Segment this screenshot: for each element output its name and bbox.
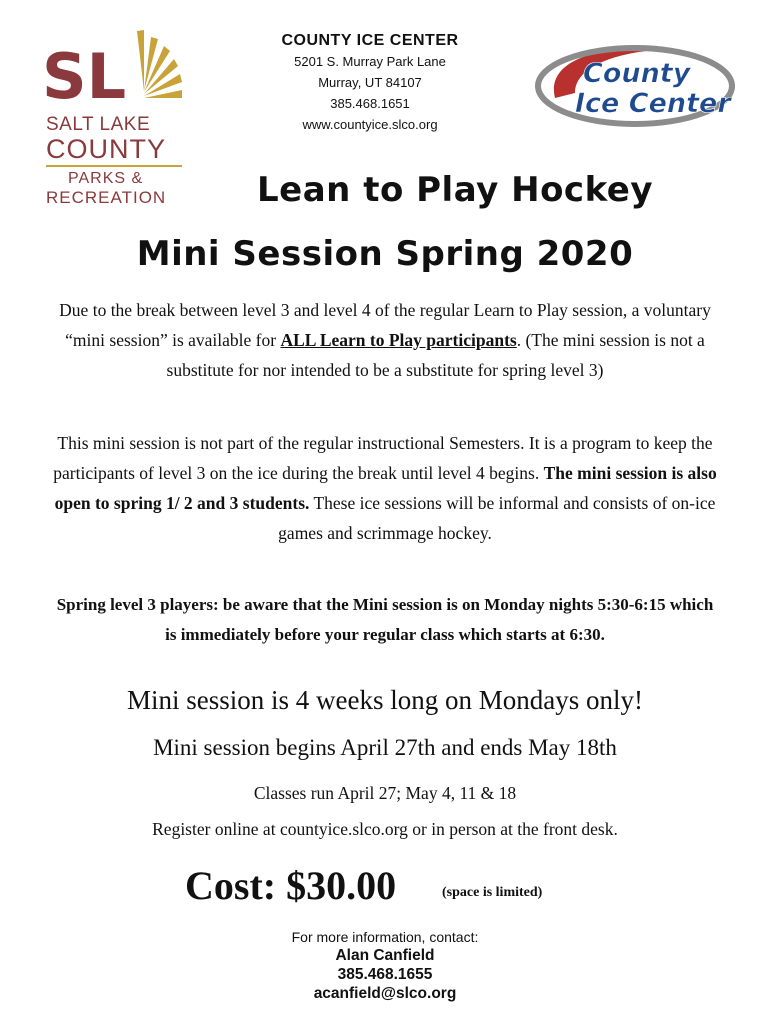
contact-phone: 385.468.1655: [337, 966, 433, 983]
registration-info: Register online at countyice.slco.org or in person at the front desk.: [152, 819, 618, 839]
all-participants-emphasis: ALL Learn to Play participants: [280, 330, 517, 350]
county-ice-center-logo: [535, 38, 740, 128]
page-title: Lean to Play Hockey: [256, 170, 654, 210]
contact-block: [0, 928, 770, 1003]
slc-parks-logo: [42, 26, 187, 207]
address-block: [220, 30, 520, 135]
svg-text:County: County: [583, 58, 691, 89]
contact-name: Alan Canfield: [335, 947, 435, 964]
city-address: Murray, UT 84107: [318, 75, 422, 90]
org-name: COUNTY ICE CENTER: [281, 32, 459, 49]
program-paragraph: This mini session is not part of the regular instructional Semesters. It is a program to keep the participants of level 3 on the ice during the break until level 4 begins. The mini session is also open to spring 1/ 2 and 3 students. These ice sessions will be informal and consists of on-ice games and scrimmage hockey.: [53, 433, 717, 543]
open-to-students-emphasis: The mini session is also open to spring 1/ 2 and 3 students.: [54, 463, 717, 513]
slc-logo-line3: PARKS &: [68, 170, 144, 187]
intro-paragraph: Due to the break between level 3 and level 4 of the regular Learn to Play session, a voluntary “mini session” is available for ALL Learn to Play participants. (The mini session is not a substitute for nor intended to be a substitute for spring level 3): [59, 300, 711, 380]
contact-lead: For more information, contact:: [291, 929, 479, 945]
page-subtitle: Mini Session Spring 2020: [136, 234, 634, 274]
cost-label: Cost: $30.00: [185, 863, 397, 908]
contact-email: acanfield@slco.org: [313, 985, 457, 1002]
slc-logo-line2: COUNTY: [46, 134, 166, 164]
org-phone: 385.468.1651: [330, 96, 410, 111]
cost-note: (space is limited): [442, 885, 543, 900]
slc-logo-rule: [46, 165, 182, 167]
class-dates: Classes run April 27; May 4, 11 & 18: [253, 783, 517, 803]
session-dates: Mini session begins April 27th and ends May 18th: [153, 735, 617, 760]
svg-text:Ice Center: Ice Center: [575, 88, 731, 119]
level3-notice: Spring level 3 players: be aware that the Mini session is on Monday nights 5:30-6:15 which is immediately before your regular class which starts at 6:30.: [56, 595, 714, 644]
slc-logo-line1: SALT LAKE: [46, 114, 151, 135]
slc-logo-line4: RECREATION: [46, 188, 167, 207]
org-website: www.countyice.slco.org: [302, 117, 438, 132]
street-address: 5201 S. Murray Park Lane: [294, 54, 446, 69]
slc-sunburst-icon: [42, 26, 187, 116]
svg-text:SL: SL: [42, 40, 127, 113]
session-length: Mini session is 4 weeks long on Mondays only!: [127, 685, 643, 715]
